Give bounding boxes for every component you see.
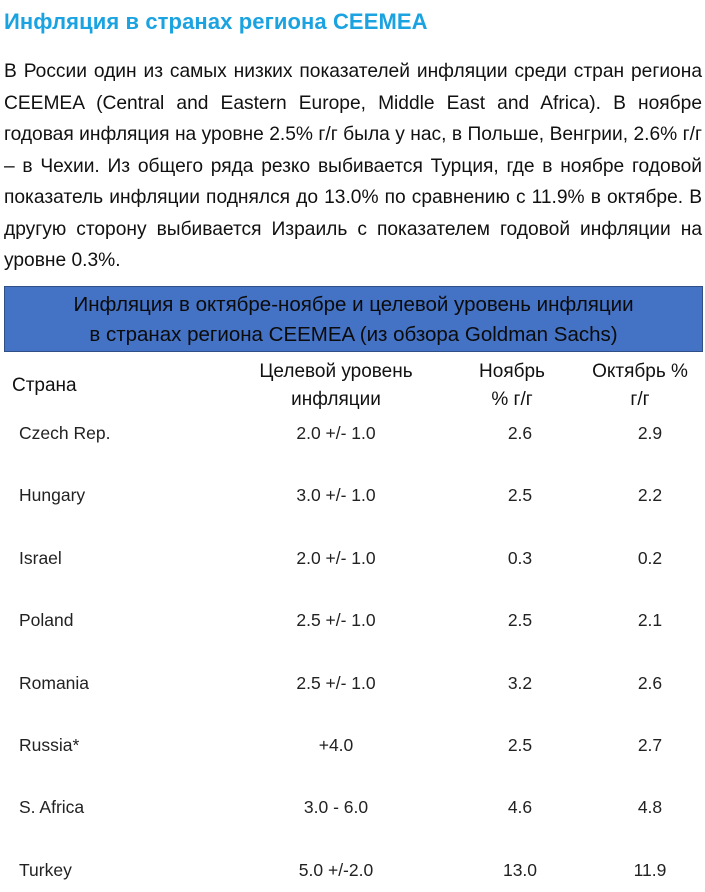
header-target-line-1: Целевой уровень <box>259 361 413 382</box>
header-target-line-2: инфляции <box>291 389 381 410</box>
cell-october: 11.9 <box>633 860 667 880</box>
cell-november: 0.3 <box>507 548 533 568</box>
header-target <box>236 358 436 414</box>
cell-november: 4.6 <box>507 797 533 817</box>
header-october-line-2: г/г <box>630 389 650 410</box>
header-november-line-1: Ноябрь <box>479 361 545 382</box>
cell-country: Turkey <box>19 860 72 880</box>
cell-target: +4.0 <box>318 735 354 755</box>
page-title: Инфляция в странах региона CEEMEA <box>4 9 428 34</box>
table-caption <box>4 286 703 352</box>
cell-country: Israel <box>19 548 62 568</box>
table-row <box>0 423 705 453</box>
table-row <box>0 673 705 703</box>
cell-country: Czech Rep. <box>19 423 111 443</box>
header-november-line-2: % г/г <box>491 389 533 410</box>
intro-paragraph: В России один из самых низких показателей инфляции среди стран региона CEEMEA (Central and Eastern Europe, Middle East and Africa). В ноябре годовая инфляция на уровне 2.5% г/г была у нас, в Польше, Венгрии, 2.6% г/г – в Чехии. Из общего ряда резко выбивается Турция, где в ноябре годовой показатель инфляции поднялся до 13.0% по сравнению с 11.9% в октябре. В другую сторону выбивается Израиль с показателем годовой инфляции на уровне 0.3%. <box>4 61 702 271</box>
table-row <box>0 485 705 515</box>
cell-target: 2.5 +/- 1.0 <box>296 673 376 693</box>
table-caption-line-2: в странах региона CEEMEA (из обзора Goldman Sachs) <box>89 323 618 346</box>
cell-november: 3.2 <box>507 673 533 693</box>
cell-target: 2.5 +/- 1.0 <box>296 610 376 630</box>
cell-october: 2.2 <box>637 485 663 505</box>
cell-november: 13.0 <box>502 860 538 880</box>
cell-november: 2.5 <box>507 485 533 505</box>
header-october <box>580 358 700 414</box>
cell-country: Poland <box>19 610 74 630</box>
cell-target: 2.0 +/- 1.0 <box>296 548 376 568</box>
cell-october: 4.8 <box>637 797 663 817</box>
cell-october: 0.2 <box>637 548 663 568</box>
table-row <box>0 860 705 890</box>
cell-country: Russia* <box>19 735 80 755</box>
cell-target: 5.0 +/-2.0 <box>298 860 374 880</box>
cell-november: 2.5 <box>507 735 533 755</box>
header-november <box>466 358 558 414</box>
cell-october: 2.1 <box>637 610 663 630</box>
cell-october: 2.6 <box>637 673 663 693</box>
cell-october: 2.9 <box>637 423 663 443</box>
cell-november: 2.5 <box>507 610 533 630</box>
table-row <box>0 735 705 765</box>
cell-target: 2.0 +/- 1.0 <box>296 423 376 443</box>
cell-november: 2.6 <box>507 423 533 443</box>
header-october-line-1: Октябрь % <box>592 361 688 382</box>
table-row <box>0 610 705 640</box>
cell-country: S. Africa <box>19 797 85 817</box>
header-country: Страна <box>12 375 77 396</box>
cell-october: 2.7 <box>637 735 663 755</box>
table-caption-line-1: Инфляция в октябре-ноябре и целевой уровень инфляции <box>73 293 634 316</box>
cell-target: 3.0 - 6.0 <box>303 797 369 817</box>
cell-target: 3.0 +/- 1.0 <box>296 485 376 505</box>
table-row <box>0 548 705 578</box>
table-row <box>0 797 705 827</box>
cell-country: Romania <box>19 673 90 693</box>
cell-country: Hungary <box>19 485 86 505</box>
